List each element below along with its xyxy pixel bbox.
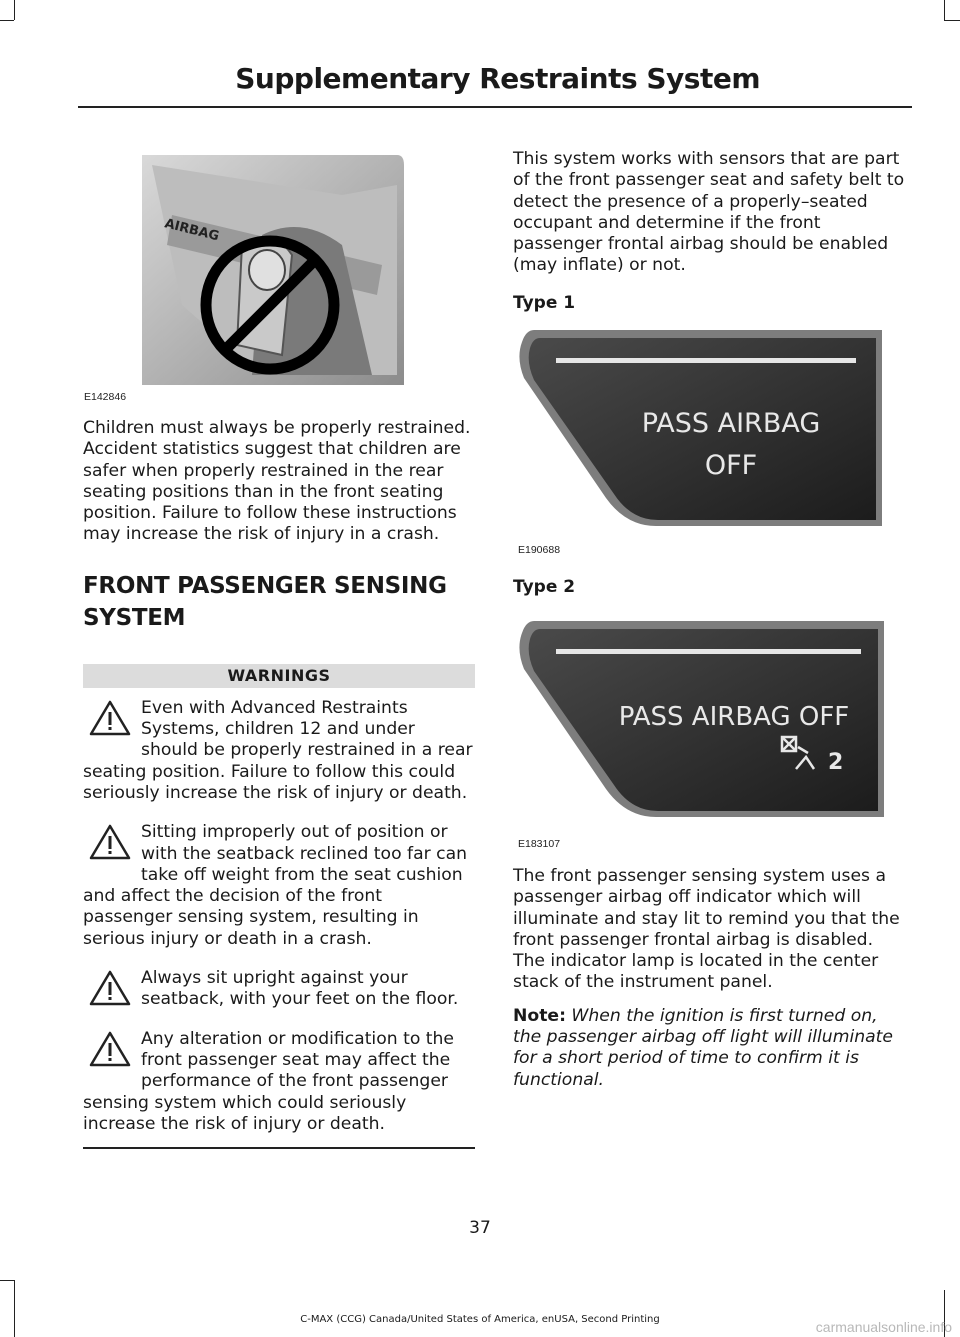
type2-label: Type 2	[513, 577, 576, 597]
warning-text: Even with Advanced Restraints Systems, children 12 and under should be properly restrained in a rear seating position. Failure to follow this could seriously increase the risk of injury or death.	[83, 697, 473, 803]
warnings-bottom-rule	[83, 1147, 475, 1149]
warning-text: Any alteration or modification to the front passenger seat may affect the performance of the front passenger sensing system which could seriously increase the risk of injury or death.	[83, 1028, 455, 1134]
type2-indicator-figure	[516, 619, 884, 819]
airbag-off-icon-digit: 2	[828, 750, 844, 775]
type1-indicator-figure	[516, 328, 882, 528]
note-paragraph	[513, 1006, 909, 1091]
note-label: Note:	[513, 1005, 566, 1026]
warning-triangle-icon	[89, 700, 131, 736]
warning-text: Sitting improperly out of position or with the seatback reclined too far can take off weight from the seat cushion and affect the decision of the front passenger sensing system, resulting in serious injury or death in a crash.	[83, 822, 468, 949]
intro-paragraph: Children must always be properly restrained. Accident statistics suggest that children are safer when properly restrained in the rear seating positions than in the front seating position. Failure to follow these instructions may increase the risk of injury in a crash.	[83, 418, 471, 545]
crop-mark	[944, 20, 960, 21]
type2-label-wrap	[513, 577, 909, 598]
footer-text: C-MAX (CCG) Canada/United States of America, enUSA, Second Printing	[300, 1314, 660, 1325]
warning-triangle-icon	[89, 824, 131, 860]
note-text: When the ignition is first turned on, the passenger airbag off light will illuminate for a short period of time to confirm it is functional.	[513, 1005, 893, 1090]
warnings-box	[83, 664, 475, 1149]
page-title: Supplementary Restraints System	[235, 62, 760, 95]
crop-mark	[14, 1280, 15, 1337]
section-heading-line2: SYSTEM	[83, 604, 186, 631]
type1-text-line2: OFF	[704, 450, 758, 481]
warning-item	[83, 968, 475, 1011]
type1-text-line1: PASS AIRBAG	[641, 408, 821, 439]
watermark[interactable]: carmanualsonline.info	[815, 1319, 952, 1335]
no-child-seat-figure	[142, 155, 404, 395]
crop-mark	[14, 0, 15, 20]
body-paragraph: The front passenger sensing system uses a passenger airbag off indicator which will illuminate and stay lit to remind you that the front passenger frontal airbag is disabled. The indicator lamp is located in the center stack of the instrument panel.	[513, 866, 900, 993]
crop-mark	[0, 20, 14, 21]
right-column	[513, 149, 909, 314]
warnings-title: WARNINGS	[83, 664, 475, 688]
warning-item	[83, 822, 475, 950]
page-number: 37	[469, 1218, 491, 1238]
airbag-label: AIRBAG	[163, 216, 221, 245]
type2-text: PASS AIRBAG OFF	[618, 702, 850, 732]
crop-mark	[0, 1280, 14, 1281]
warning-item	[83, 1029, 475, 1135]
right-intro-paragraph: This system works with sensors that are part of the front passenger seat and safety belt to detect the presence of a properly–seated occupant and determine if the front passenger frontal airbag should be enabled (may inflate) or not.	[513, 149, 905, 276]
figure-code: E190688	[518, 544, 561, 556]
type1-indicator	[516, 328, 882, 528]
no-child-seat-icon	[142, 155, 404, 395]
section-heading	[83, 570, 475, 634]
section-heading-line1: FRONT PASSENGER SENSING	[83, 572, 447, 599]
type2-indicator	[516, 619, 884, 819]
left-column	[83, 418, 475, 1149]
warning-triangle-icon	[89, 1031, 131, 1067]
right-body	[513, 866, 909, 1091]
type1-label: Type 1	[513, 292, 576, 313]
crop-mark	[944, 0, 945, 20]
warning-triangle-icon	[89, 970, 131, 1006]
figure-code: E183107	[518, 838, 561, 850]
warning-item	[83, 698, 475, 804]
header-rule	[78, 106, 912, 108]
warning-text: Always sit upright against your seatback, with your feet on the floor.	[141, 968, 459, 1010]
figure-code: E142846	[84, 391, 127, 403]
